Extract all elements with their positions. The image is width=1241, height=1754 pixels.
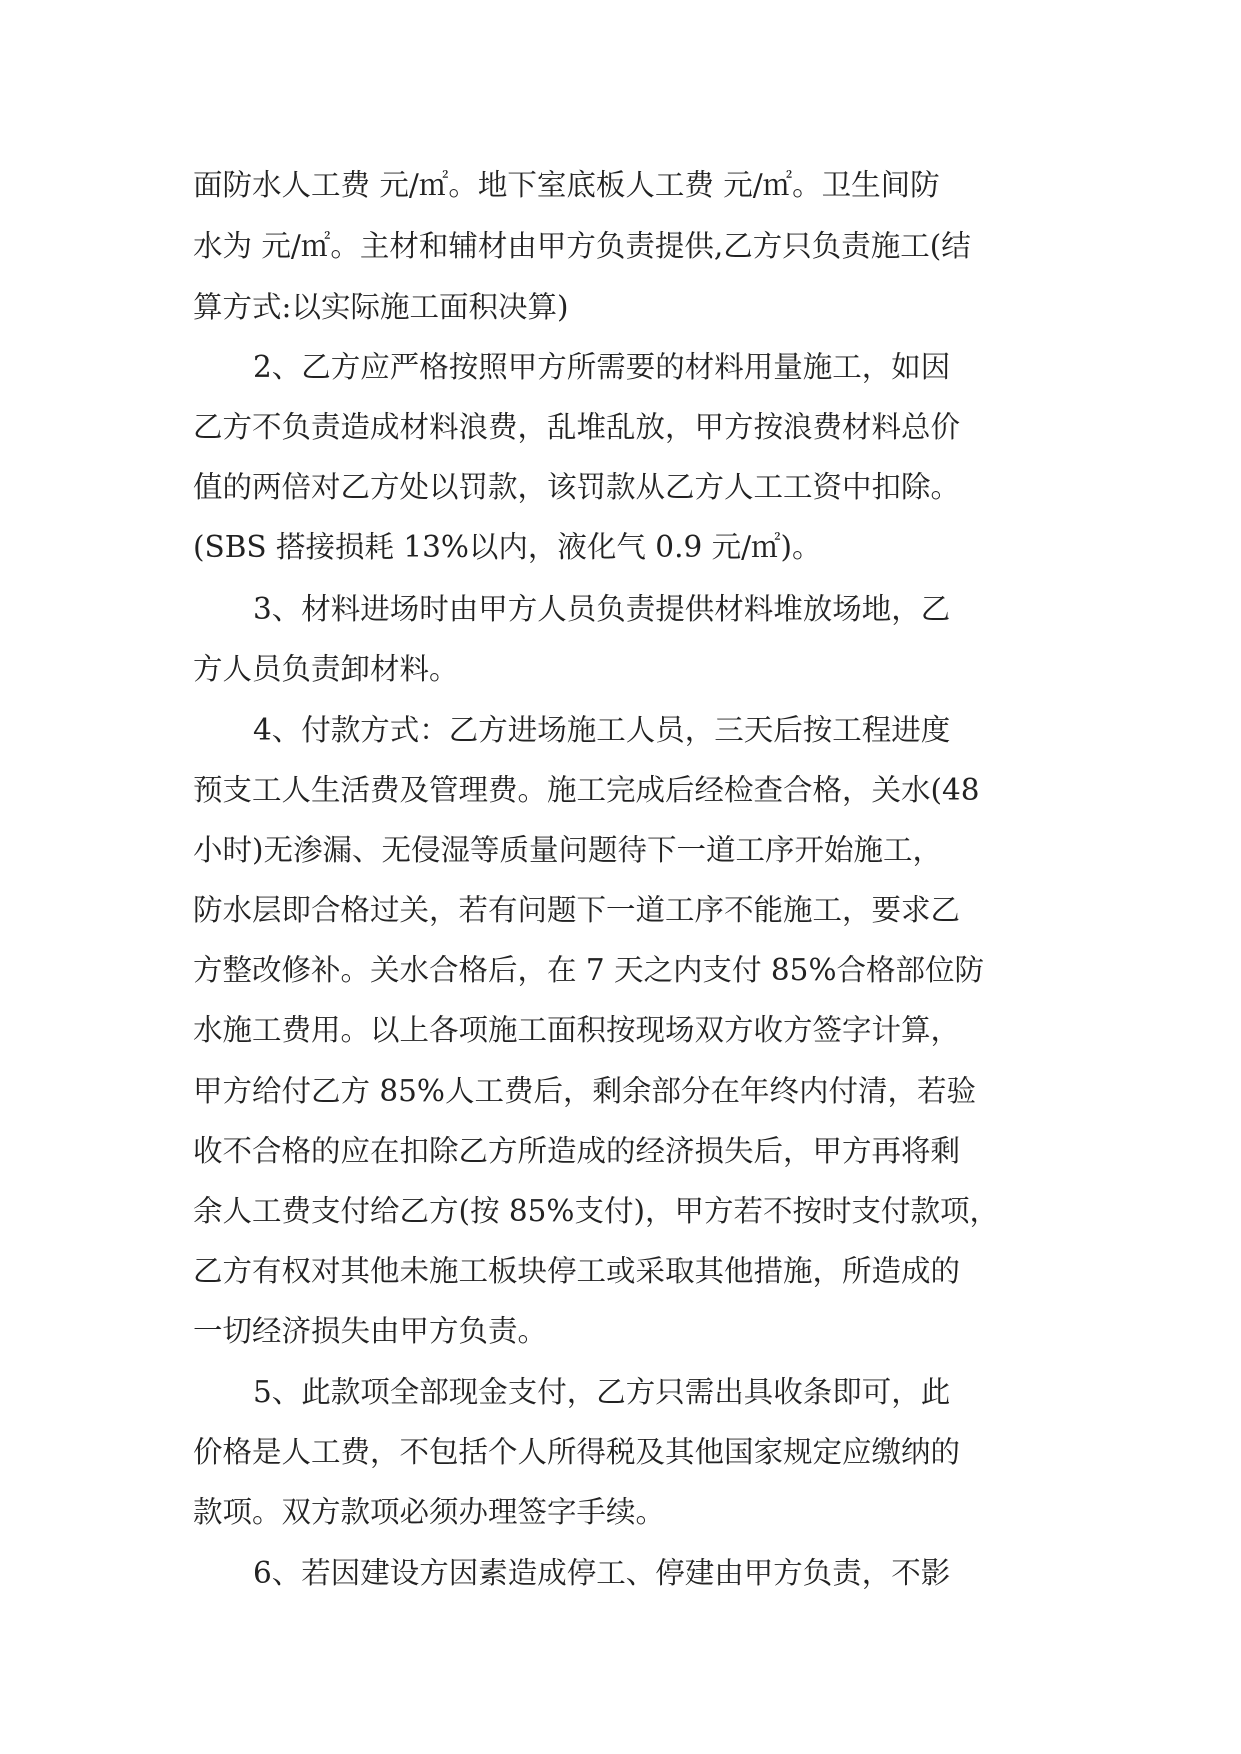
text-line: 预支工人生活费及管理费。施工完成后经检查合格，关水(48 bbox=[193, 773, 980, 807]
paragraph-6-line: 6、若因建设方因素造成停工、停建由甲方负责，不影 bbox=[253, 1556, 951, 1590]
text-line: 水施工费用。以上各项施工面积按现场双方收方签字计算， bbox=[193, 1013, 961, 1047]
text-line: 方人员负责卸材料。 bbox=[193, 652, 459, 686]
text-line: 算方式:以实际施工面积决算) bbox=[193, 290, 569, 324]
text-line: 面防水人工费 元/㎡。地下室底板人工费 元/㎡。卫生间防 bbox=[193, 168, 940, 202]
text-line: 一切经济损失由甲方负责。 bbox=[193, 1314, 548, 1348]
text-line: 水为 元/㎡。主材和辅材由甲方负责提供,乙方只负责施工(结 bbox=[193, 229, 971, 263]
paragraph-3-line: 3、材料进场时由甲方人员负责提供材料堆放场地，乙 bbox=[253, 592, 951, 626]
text-line: 方整改修补。关水合格后，在 7 天之内支付 85%合格部位防 bbox=[193, 953, 984, 987]
paragraph-5-line: 5、此款项全部现金支付，乙方只需出具收条即可，此 bbox=[253, 1375, 951, 1409]
paragraph-4-line: 4、付款方式：乙方进场施工人员，三天后按工程进度 bbox=[253, 713, 951, 747]
paragraph-2-line: 2、乙方应严格按照甲方所需要的材料用量施工，如因 bbox=[253, 350, 951, 384]
text-line: (SBS 搭接损耗 13%以内，液化气 0.9 元/㎡)。 bbox=[193, 530, 822, 564]
text-line: 甲方给付乙方 85%人工费后，剩余部分在年终内付清，若验 bbox=[193, 1074, 976, 1108]
text-line: 乙方不负责造成材料浪费，乱堆乱放，甲方按浪费材料总价 bbox=[193, 410, 961, 444]
text-line: 收不合格的应在扣除乙方所造成的经济损失后，甲方再将剩 bbox=[193, 1134, 961, 1168]
text-line: 乙方有权对其他未施工板块停工或采取其他措施，所造成的 bbox=[193, 1254, 961, 1288]
text-line: 价格是人工费，不包括个人所得税及其他国家规定应缴纳的 bbox=[193, 1435, 961, 1469]
text-line: 款项。双方款项必须办理签字手续。 bbox=[193, 1495, 666, 1529]
text-line: 防水层即合格过关，若有问题下一道工序不能施工，要求乙 bbox=[193, 893, 961, 927]
text-line: 值的两倍对乙方处以罚款，该罚款从乙方人工工资中扣除。 bbox=[193, 470, 961, 504]
text-line: 小时)无渗漏、无侵湿等质量问题待下一道工序开始施工， bbox=[193, 833, 943, 867]
text-line: 余人工费支付给乙方(按 85%支付)，甲方若不按时支付款项， bbox=[193, 1194, 999, 1228]
